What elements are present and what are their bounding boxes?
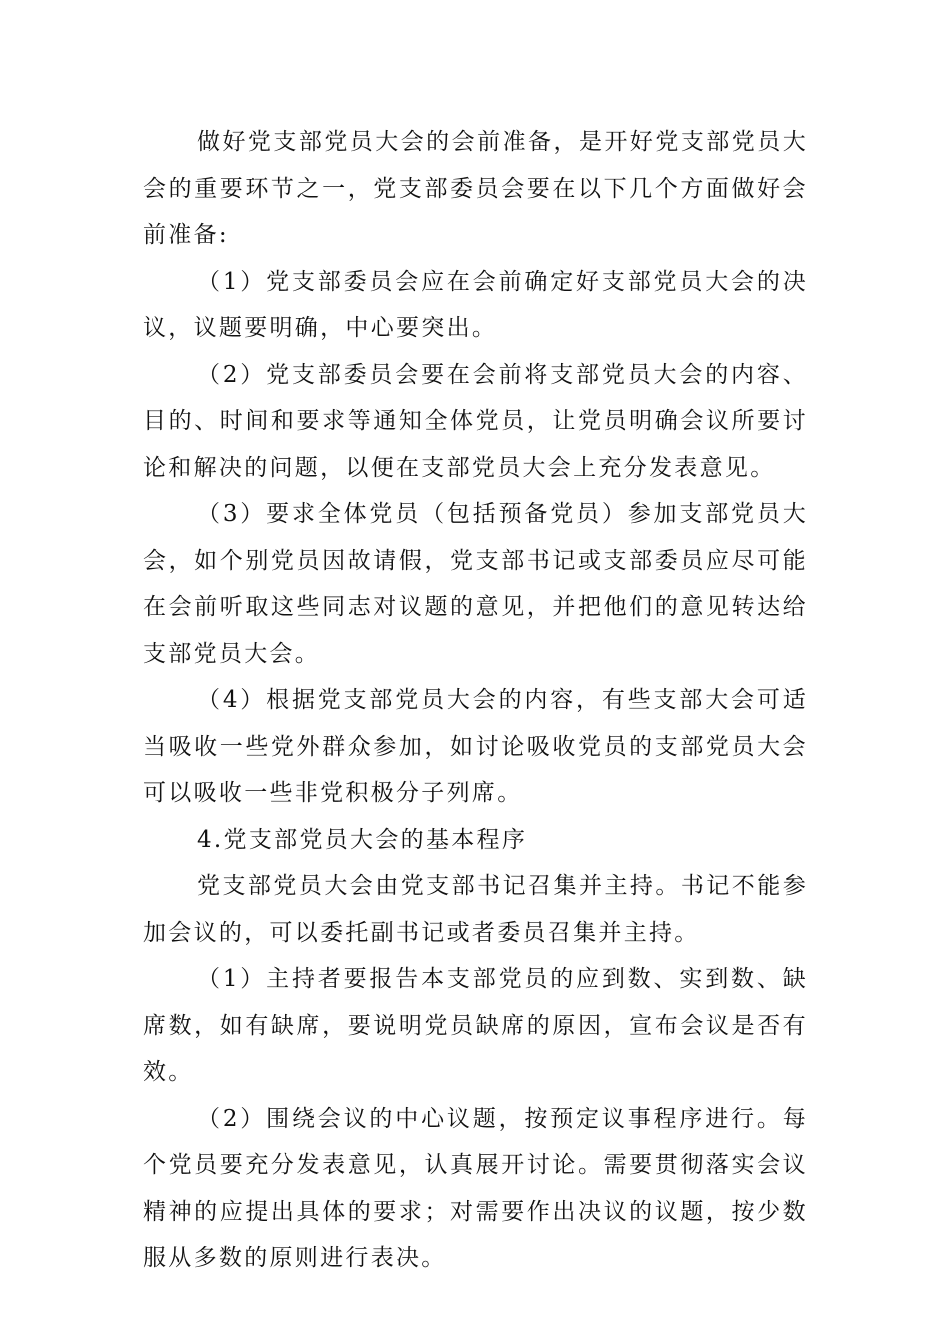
paragraph-intro: 做好党支部党员大会的会前准备，是开好党支部党员大会的重要环节之一，党支部委员会要在以下几个方面做好会前准备: — [143, 129, 808, 248]
paragraph-procedure-2: （2）围绕会议的中心议题，按预定议事程序进行。每个党员要充分发表意见，认真展开讨论。需要贯彻落实会议精神的应提出具体的要求；对需要作出决议的议题，按少数服从多数的原则进行表决。 — [143, 1105, 808, 1271]
document-page — [143, 119, 808, 1282]
paragraph-item-2: （2）党支部委员会要在会前将支部党员大会的内容、目的、时间和要求等通知全体党员，让党员明确会议所要讨论和解决的问题，以便在支部党员大会上充分发表意见。 — [143, 361, 808, 481]
section-heading: 4.党支部党员大会的基本程序 — [197, 826, 528, 853]
paragraph-procedure-intro: 党支部党员大会由党支部书记召集并主持。书记不能参加会议的，可以委托副书记或者委员召集并主持。 — [143, 873, 808, 946]
paragraph-item-3: （3）要求全体党员（包括预备党员）参加支部党员大会，如个别党员因故请假，党支部书记或支部委员应尽可能在会前听取这些同志对议题的意见，并把他们的意见转达给支部党员大会。 — [143, 501, 808, 667]
paragraph-item-4: （4）根据党支部党员大会的内容，有些支部大会可适当吸收一些党外群众参加，如讨论吸收党员的支部党员大会可以吸收一些非党积极分子列席。 — [143, 687, 808, 806]
paragraph-item-1: （1）党支部委员会应在会前确定好支部党员大会的决议，议题要明确，中心要突出。 — [143, 268, 808, 341]
paragraph-procedure-1: （1）主持者要报告本支部党员的应到数、实到数、缺席数，如有缺席，要说明党员缺席的原因，宣布会议是否有效。 — [143, 966, 808, 1085]
